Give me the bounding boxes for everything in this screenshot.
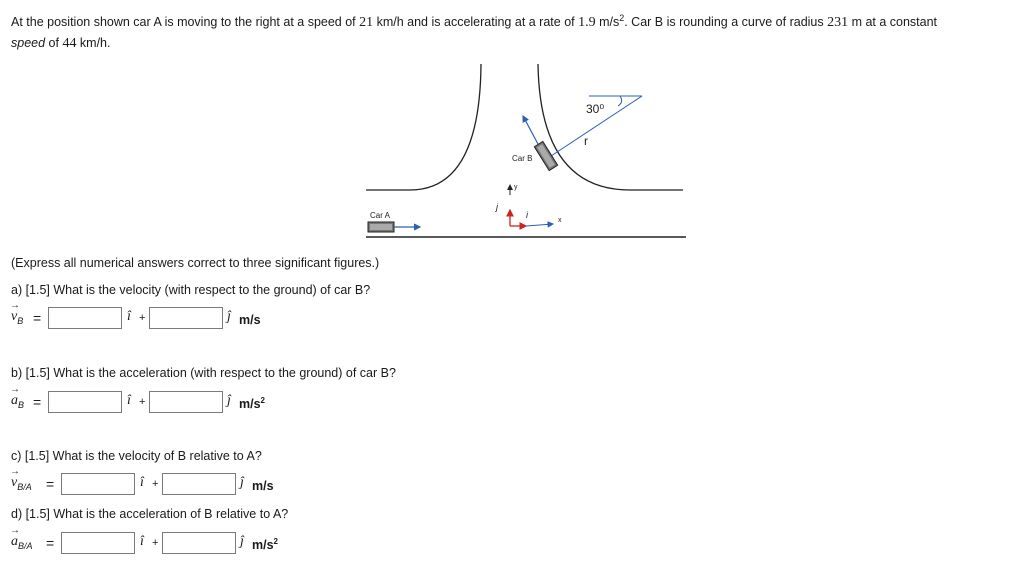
i-hat: î xyxy=(127,393,131,408)
statement-text: of xyxy=(45,36,63,51)
vector-arrow-icon: → xyxy=(10,384,20,395)
ab-i-input[interactable] xyxy=(48,391,122,413)
radius-value: 231 xyxy=(827,15,849,31)
road-curve-right xyxy=(538,64,683,190)
vb-j-input[interactable] xyxy=(149,307,223,329)
statement-text: km/h. xyxy=(76,36,111,51)
statement-text: At the position shown car A is moving to the right at a speed of xyxy=(11,15,360,30)
statement-text: speed xyxy=(11,36,46,51)
aba-i-input[interactable] xyxy=(61,532,135,554)
question-b-text: b) [1.5] What is the acceleration (with respect to the ground) of car B? xyxy=(11,366,396,380)
plus-sign: + xyxy=(139,312,146,324)
question-a-text: a) [1.5] What is the velocity (with respect to the ground) of car B? xyxy=(11,283,371,297)
plus-sign: + xyxy=(152,537,159,549)
unit-label: m/s xyxy=(252,479,274,494)
road-curve-left xyxy=(366,64,481,190)
i-hat: î xyxy=(140,534,144,549)
statement-text: m at a constant xyxy=(848,15,938,30)
accel-a-value: 1.9 xyxy=(578,15,596,31)
statement-text: m/s xyxy=(595,15,620,30)
plus-sign: + xyxy=(152,478,159,490)
i-hat: î xyxy=(140,475,144,490)
unit-label: m/s xyxy=(239,313,261,328)
angle-arc xyxy=(618,96,622,106)
equals-sign: = xyxy=(33,310,42,326)
j-hat: ĵ xyxy=(227,393,231,408)
j-hat: ĵ xyxy=(240,534,244,549)
x-axis xyxy=(526,224,553,226)
statement-text: . Car B is rounding a curve of radius xyxy=(624,15,828,30)
equals-sign: = xyxy=(46,535,55,551)
i-label: i xyxy=(526,210,528,220)
question-d-text: d) [1.5] What is the acceleration of B relative to A? xyxy=(11,507,289,521)
vector-arrow-icon: → xyxy=(10,525,20,536)
j-label: j xyxy=(496,202,498,212)
radius-label: r xyxy=(584,134,588,148)
vector-v-ba-label: v → $_{B/A}$ xyxy=(10,466,32,492)
vba-j-input[interactable] xyxy=(162,473,236,495)
vector-a-ba-label: a → $_{B/A}$ xyxy=(10,525,33,551)
y-axis-label: y xyxy=(514,184,518,191)
aba-j-input[interactable] xyxy=(162,532,236,554)
j-hat: ĵ xyxy=(240,475,244,490)
question-c-text: c) [1.5] What is the velocity of B relative to A? xyxy=(11,449,262,463)
statement-text: km/h and is accelerating at a rate of xyxy=(373,15,579,30)
vector-arrow-icon: → xyxy=(10,300,20,311)
equals-sign: = xyxy=(33,394,42,410)
vba-i-input[interactable] xyxy=(61,473,135,495)
equals-sign: = xyxy=(46,476,55,492)
ab-j-input[interactable] xyxy=(149,391,223,413)
vector-a-b-label: a → $_B$ xyxy=(10,384,25,410)
speed-a-value: 21 xyxy=(359,15,374,31)
vector-v-b-label: v → $_B$ xyxy=(10,300,24,326)
vector-arrow-icon: → xyxy=(10,466,20,477)
car-a-label: Car A xyxy=(370,211,391,220)
vb-i-input[interactable] xyxy=(48,307,122,329)
exponent: 2 xyxy=(619,13,625,23)
x-axis-label: x xyxy=(558,217,562,224)
plus-sign: + xyxy=(139,396,146,408)
unit-label: $m/s^2$ xyxy=(252,537,278,553)
car-b-velocity-arrow xyxy=(523,116,538,144)
speed-b-value: 44 xyxy=(62,36,77,52)
unit-label: $m/s^2$ xyxy=(239,396,265,412)
angle-label: 30⁰ xyxy=(586,102,605,116)
i-hat: î xyxy=(127,309,131,324)
j-hat: ĵ xyxy=(227,309,231,324)
car-b-label: Car B xyxy=(512,154,533,163)
instructions-text: (Express all numerical answers correct to three significant figures.) xyxy=(11,256,380,270)
